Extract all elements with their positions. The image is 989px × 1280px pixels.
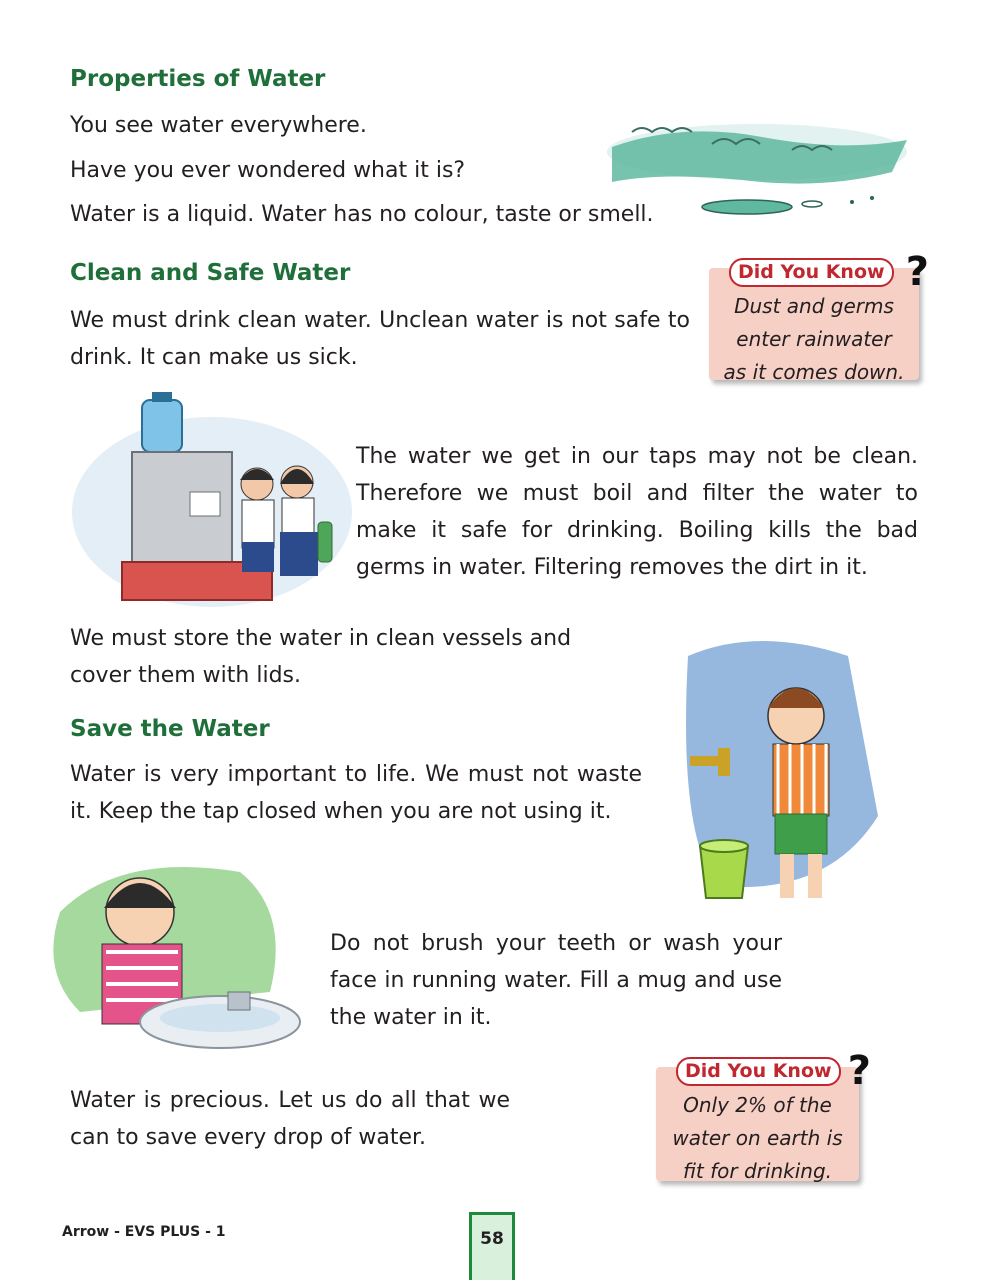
page-number: 58 <box>469 1212 515 1280</box>
store-water-paragraph: We must store the water in clean vessels and cover them with lids. <box>70 626 572 688</box>
did-you-know-text <box>709 290 919 389</box>
boy-closing-tap-illustration <box>678 636 926 910</box>
did-you-know-line: water on earth is <box>672 1126 843 1150</box>
question-mark-icon: ? <box>905 249 929 295</box>
did-you-know-line: fit for drinking. <box>683 1159 832 1183</box>
section-heading-save-water: Save the Water <box>70 716 270 742</box>
child-brushing-teeth-illustration <box>40 852 302 1060</box>
did-you-know-line: enter rainwater <box>736 327 892 351</box>
did-you-know-line: Only 2% of the <box>683 1093 832 1117</box>
question-mark-icon: ? <box>847 1048 871 1094</box>
section-heading-clean-safe: Clean and Safe Water <box>70 260 351 286</box>
water-cooler-children-illustration <box>72 392 357 610</box>
boil-filter-paragraph: The water we get in our taps may not be clean. Therefore we must boil and filter the water to make it safe for drinking. Boiling kills the bad germs in water. Filtering removes the dirt in it. <box>356 444 918 580</box>
did-you-know-tag: Did You Know <box>676 1057 841 1086</box>
did-you-know-callout-1 <box>709 249 929 384</box>
section-heading-properties: Properties of Water <box>70 66 326 92</box>
book-title-footer: Arrow - EVS PLUS - 1 <box>62 1224 226 1240</box>
clean-safe-paragraph: We must drink clean water. Unclean water is not safe to drink. It can make us sick. <box>70 308 690 370</box>
brushing-paragraph: Do not brush your teeth or wash your face in running water. Fill a mug and use the water in it. <box>330 931 782 1030</box>
did-you-know-text <box>656 1089 859 1188</box>
save-water-paragraph: Water is very important to life. We must not waste it. Keep the tap closed when you are not using it. <box>70 762 642 824</box>
water-splash-illustration <box>592 92 922 222</box>
did-you-know-callout-2 <box>656 1048 871 1183</box>
properties-line-1: You see water everywhere. <box>70 113 367 138</box>
did-you-know-tag: Did You Know <box>729 258 894 287</box>
did-you-know-line: as it comes down. <box>723 360 905 384</box>
precious-paragraph: Water is precious. Let us do all that we can to save every drop of water. <box>70 1088 510 1150</box>
properties-line-2: Have you ever wondered what it is? <box>70 158 466 183</box>
properties-line-3: Water is a liquid. Water has no colour, taste or smell. <box>70 202 654 227</box>
did-you-know-line: Dust and germs <box>734 294 894 318</box>
